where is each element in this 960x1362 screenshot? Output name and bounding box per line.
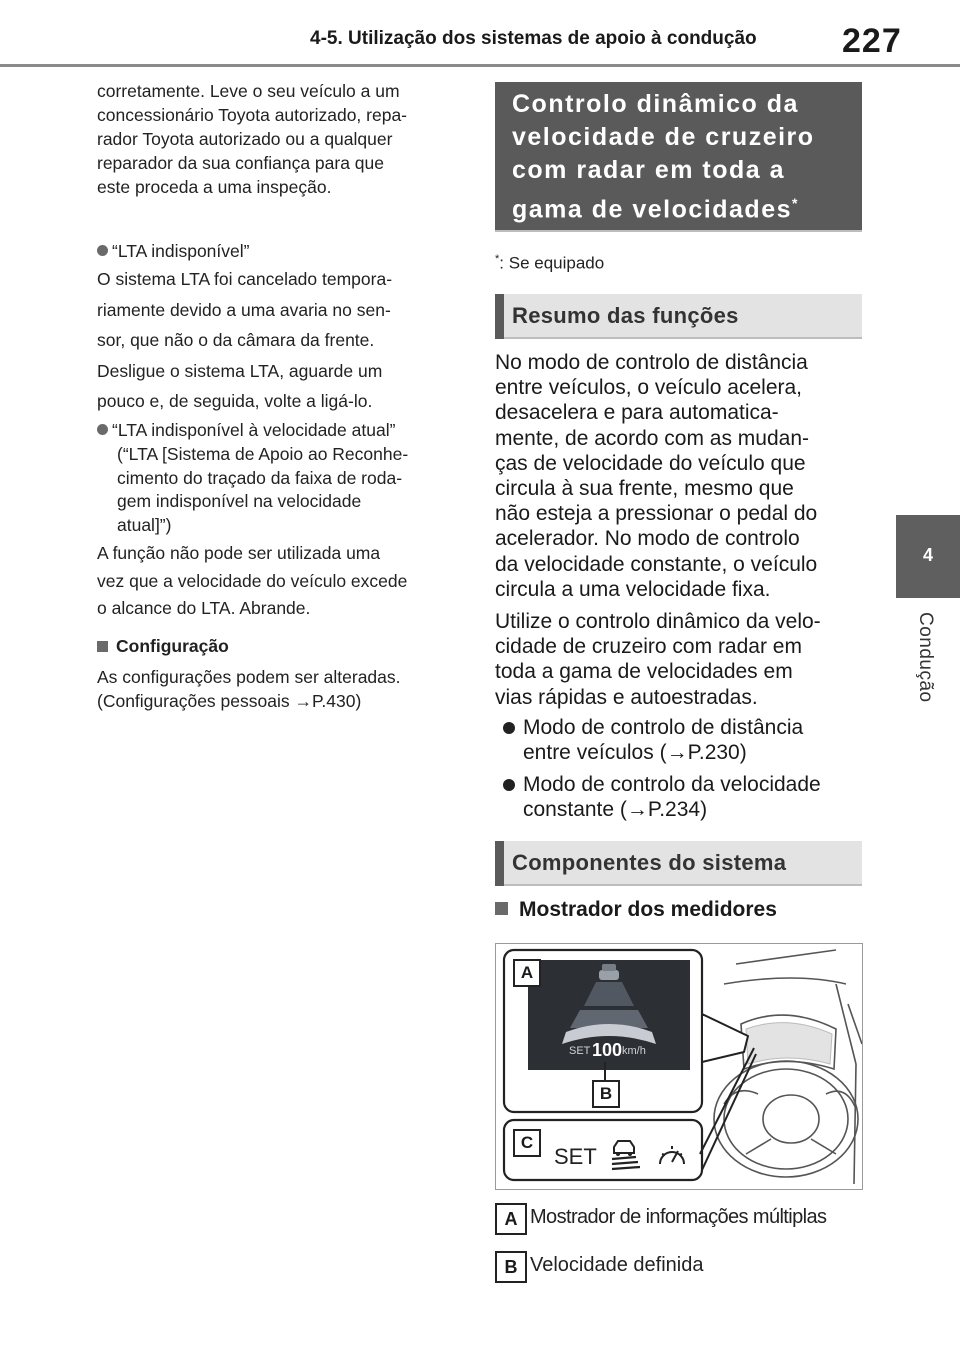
text-line: Desligue o sistema LTA, aguarde um bbox=[97, 360, 383, 381]
bullet-icon bbox=[503, 779, 515, 791]
config-paragraph bbox=[97, 666, 467, 713]
indicator-set-label: SET bbox=[554, 1144, 597, 1169]
text-line: circula à sua frente, mesmo que bbox=[495, 477, 794, 501]
text-line: (Configurações pessoais →P.430) bbox=[97, 690, 362, 711]
text-line: rador Toyota autorizado ou a qualquer bbox=[97, 129, 393, 149]
summary-paragraph bbox=[495, 350, 865, 602]
page-number: 227 bbox=[842, 22, 902, 60]
text-line: pouco e, de seguida, volte a ligá-lo. bbox=[97, 391, 373, 411]
text-line: entre veículos, o veículo acelera, bbox=[495, 376, 803, 400]
mode-distance-link[interactable]: Modo de controlo de distância entre veículos (→P.230) bbox=[523, 716, 804, 765]
bullet-lta-speed bbox=[97, 418, 467, 442]
bullet-lta-speed-sub bbox=[117, 443, 472, 537]
intro-paragraph bbox=[97, 79, 467, 199]
section-title: Controlo dinâmico da velocidade de cruzeiro com radar em toda a gama de velocidades* bbox=[512, 90, 815, 224]
bullet-icon bbox=[503, 722, 515, 734]
text-line: A função não pode ser utilizada uma bbox=[97, 543, 381, 563]
text-line: O sistema LTA foi cancelado tempora- bbox=[97, 269, 393, 289]
text-line: acelerador. No modo de controlo bbox=[495, 527, 800, 551]
sub-heading-instrument-cluster: Mostrador dos medidores bbox=[495, 898, 777, 922]
text-line: não esteja a pressionar o pedal do bbox=[495, 502, 818, 526]
text-line: desacelera e para automatica- bbox=[495, 401, 779, 425]
bullet-title: “LTA indisponível” bbox=[112, 241, 250, 261]
text-line: circula a uma velocidade fixa. bbox=[495, 577, 771, 601]
usage-paragraph bbox=[495, 609, 865, 710]
display-set-label: SET bbox=[569, 1045, 591, 1057]
square-bullet-icon bbox=[495, 902, 508, 915]
bullet-lta-speed-body bbox=[97, 540, 467, 623]
text-line: cimento do traçado da faixa de roda- bbox=[117, 467, 403, 488]
mode-constant-speed-link[interactable]: Modo de controlo da velocidade constante (→P.234) bbox=[523, 773, 821, 822]
heading-system-components: Componentes do sistema bbox=[495, 841, 862, 886]
text-line: mente, de acordo com as mudan- bbox=[495, 426, 809, 450]
chapter-number: 4 bbox=[922, 545, 933, 565]
legend-key-b: B bbox=[495, 1251, 527, 1283]
text-line: este proceda a uma inspeção. bbox=[97, 177, 332, 197]
text-line: atual]”) bbox=[117, 514, 172, 535]
text-line: (“LTA [Sistema de Apoio ao Reconhe- bbox=[117, 444, 409, 464]
text-line: da velocidade constante, o veículo bbox=[495, 552, 818, 576]
text-line: sor, que não o da câmara da frente. bbox=[97, 330, 375, 350]
instrument-cluster-figure bbox=[495, 943, 863, 1190]
text-line: ças de velocidade do veículo que bbox=[495, 451, 806, 475]
text-line: vez que a velocidade do veículo excede bbox=[97, 570, 408, 591]
chapter-tab[interactable] bbox=[896, 515, 960, 598]
text-line: gem indisponível na velocidade bbox=[117, 491, 362, 511]
bullet-lta-unavailable bbox=[97, 239, 467, 263]
legend-text-a: Mostrador de informações múltiplas bbox=[530, 1206, 827, 1228]
heading-function-summary: Resumo das funções bbox=[495, 294, 862, 339]
display-speed-value: 100 bbox=[592, 1040, 623, 1060]
bullet-icon bbox=[97, 424, 108, 435]
callout-label-b: B bbox=[592, 1080, 620, 1108]
text-line: cidade de cruzeiro com radar em bbox=[495, 635, 802, 659]
bullet-lta-unavailable-body bbox=[97, 264, 467, 417]
distance-control-indicator-icon bbox=[608, 1137, 642, 1171]
speedometer-indicator-icon bbox=[656, 1140, 688, 1172]
square-bullet-icon bbox=[97, 641, 108, 652]
equipped-note: *: Se equipado bbox=[495, 253, 605, 273]
header-title: 4-5. Utilização dos sistemas de apoio à condução bbox=[310, 28, 757, 49]
legend-text-b: Velocidade definida bbox=[530, 1254, 704, 1276]
legend-key-a: A bbox=[495, 1203, 527, 1235]
text-line: o alcance do LTA. Abrande. bbox=[97, 598, 311, 618]
text-line: As configurações podem ser alteradas. bbox=[97, 667, 401, 687]
bullet-title: “LTA indisponível à velocidade atual” bbox=[112, 420, 396, 440]
text-line: corretamente. Leve o seu veículo a um bbox=[97, 81, 400, 101]
leader-line-b bbox=[604, 1062, 606, 1080]
header-divider bbox=[0, 64, 960, 67]
text-line: No modo de controlo de distância bbox=[495, 351, 808, 374]
text-line: toda a gama de velocidades em bbox=[495, 660, 793, 684]
text-line: vias rápidas e autoestradas. bbox=[495, 685, 758, 709]
text-line: Utilize o controlo dinâmico da velo- bbox=[495, 610, 821, 633]
callout-label-c: C bbox=[513, 1129, 541, 1157]
text-line: riamente devido a uma avaria no sen- bbox=[97, 299, 391, 320]
callout-label-a: A bbox=[513, 959, 541, 987]
bullet-icon bbox=[97, 245, 108, 256]
display-speed-unit: km/h bbox=[622, 1045, 646, 1057]
text-line: concessionário Toyota autorizado, repa- bbox=[97, 105, 408, 125]
chapter-label: Condução bbox=[915, 612, 936, 703]
config-heading: Configuração bbox=[97, 634, 467, 658]
text-line: reparador da sua confiança para que bbox=[97, 153, 385, 173]
